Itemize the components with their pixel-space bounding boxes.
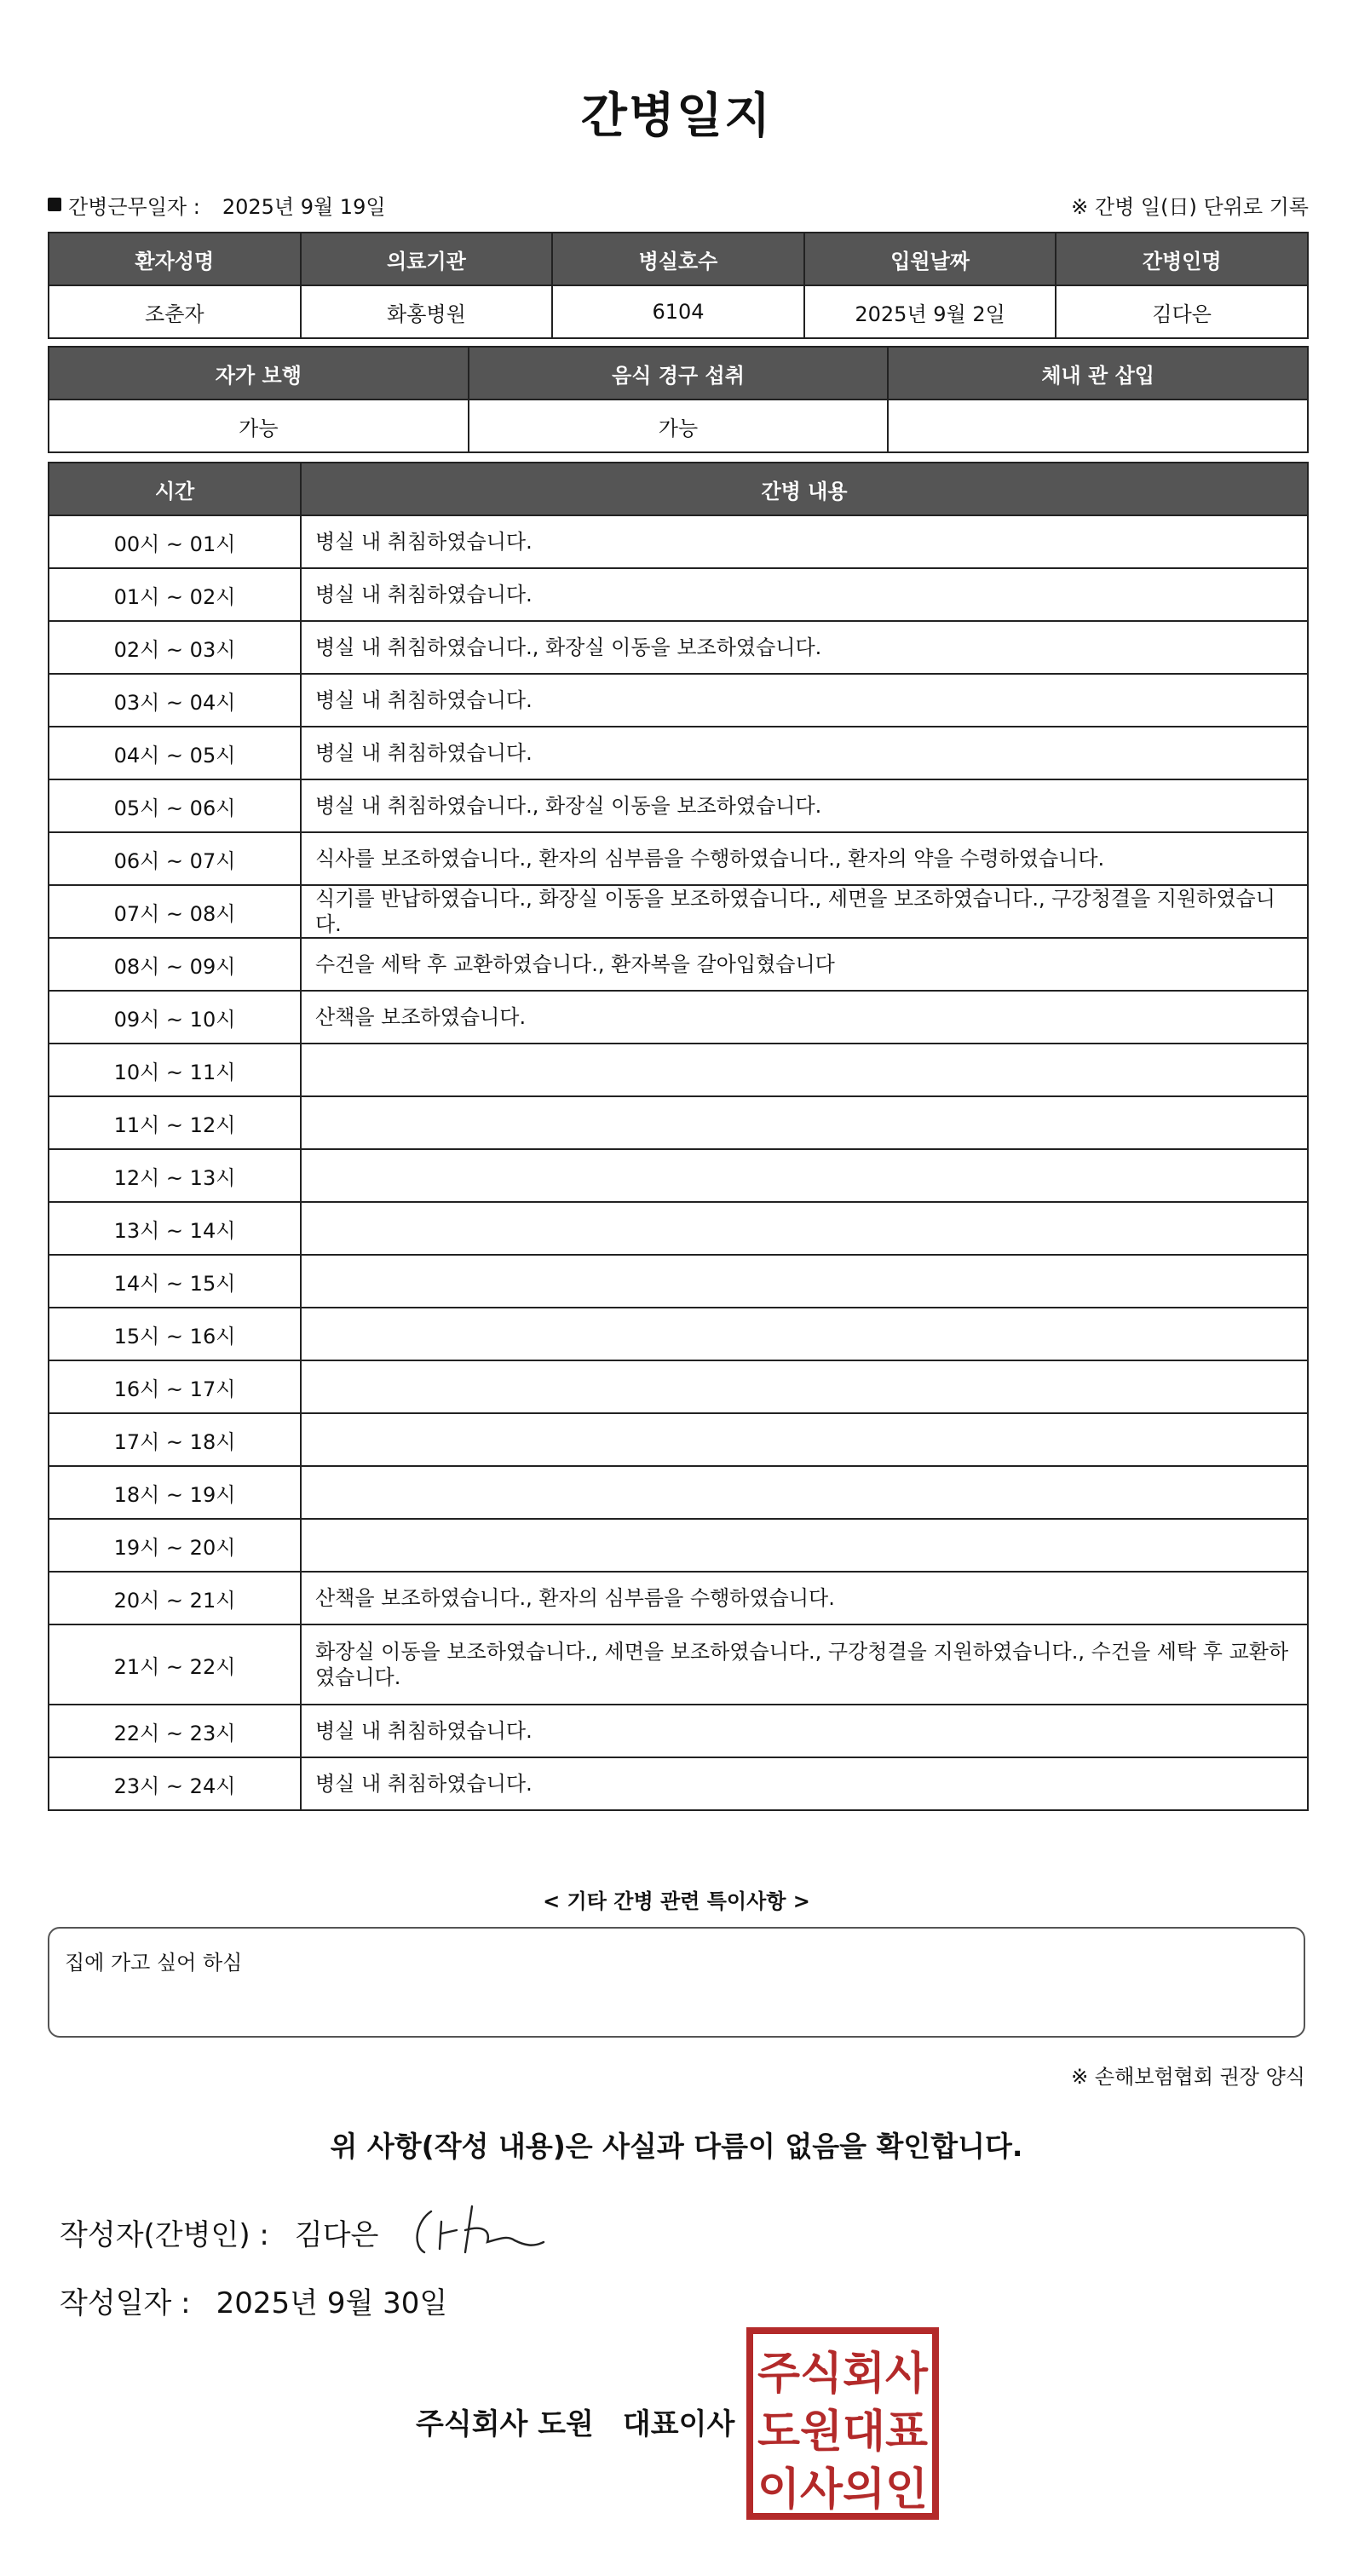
care-log-content [301, 1466, 1308, 1519]
care-log-row [49, 1149, 1308, 1202]
header-oral-intake: 음식 경구 섭취 [469, 347, 889, 400]
care-log-row [49, 1466, 1308, 1519]
care-log-time: 18시 ~ 19시 [49, 1466, 301, 1519]
writer-name: 김다은 [294, 2218, 379, 2252]
writer-row [60, 2211, 378, 2253]
caregiver-name: 김다은 [1056, 285, 1308, 338]
page-title: 간병일지 [580, 89, 773, 144]
care-log-row [49, 621, 1308, 674]
care-log-row [49, 727, 1308, 779]
header-time: 시간 [49, 463, 301, 515]
seal-line-3: 이사의인 [757, 2464, 928, 2516]
care-log-content: 병실 내 취침하였습니다. [301, 1705, 1308, 1757]
care-log-row [49, 885, 1308, 938]
care-log-row [49, 1572, 1308, 1624]
care-log-content: 화장실 이동을 보조하였습니다., 세면을 보조하였습니다., 구강청결을 지원하였습니다., 수건을 세탁 후 교환하였습니다. [301, 1624, 1308, 1705]
care-log-content [301, 1308, 1308, 1360]
header-care-content: 간병 내용 [301, 463, 1308, 515]
care-log-content: 병실 내 취침하였습니다. [301, 727, 1308, 779]
patient-status-value-row [49, 400, 1308, 452]
care-log-row [49, 1705, 1308, 1757]
care-log-content: 병실 내 취침하였습니다. [301, 674, 1308, 727]
care-log-content [301, 1519, 1308, 1572]
care-log-content [301, 1255, 1308, 1308]
header-admission-date: 입원날짜 [804, 233, 1056, 285]
care-log-row [49, 674, 1308, 727]
care-log-row [49, 1202, 1308, 1255]
care-log-row [49, 1519, 1308, 1572]
care-log-content: 병실 내 취침하였습니다. [301, 1757, 1308, 1810]
care-log-time: 12시 ~ 13시 [49, 1149, 301, 1202]
care-log-row [49, 515, 1308, 568]
care-log-time: 08시 ~ 09시 [49, 938, 301, 991]
care-log-content: 병실 내 취침하였습니다., 화장실 이동을 보조하였습니다. [301, 621, 1308, 674]
tube-insertion [888, 400, 1308, 452]
patient-info-table [48, 232, 1309, 339]
care-log-content: 식기를 반납하였습니다., 화장실 이동을 보조하였습니다., 세면을 보조하였습니다., 구강청결을 지원하였습니다. [301, 885, 1308, 938]
care-log-time: 00시 ~ 01시 [49, 515, 301, 568]
care-log-time: 15시 ~ 16시 [49, 1308, 301, 1360]
remarks-text: 집에 가고 싶어 하심 [65, 1951, 243, 1975]
care-log-content: 수건을 세탁 후 교환하였습니다., 환자복을 갈아입혔습니다 [301, 938, 1308, 991]
care-log-row [49, 832, 1308, 885]
patient-status-header-row [49, 347, 1308, 400]
care-log-row [49, 568, 1308, 621]
recommended-form-note: ※ 손해보험협회 권장 양식 [1071, 2065, 1305, 2089]
care-log-content: 산책을 보조하였습니다., 환자의 심부름을 수행하였습니다. [301, 1572, 1308, 1624]
header-room-number: 병실호수 [552, 233, 804, 285]
care-log-content [301, 1044, 1308, 1096]
care-log-time: 01시 ~ 02시 [49, 568, 301, 621]
room-number: 6104 [552, 285, 804, 338]
care-log-row [49, 779, 1308, 832]
written-date-value: 2025년 9월 30일 [216, 2286, 448, 2320]
written-date-row [60, 2280, 447, 2321]
company-title: 대표이사 [622, 2407, 735, 2441]
company-name: 주식회사 도원 [416, 2407, 594, 2441]
care-log-row [49, 991, 1308, 1044]
care-log-table [48, 462, 1309, 1811]
patient-info-header-row [49, 233, 1308, 285]
patient-info-value-row [49, 285, 1308, 338]
care-log-time: 09시 ~ 10시 [49, 991, 301, 1044]
patient-name: 조춘자 [49, 285, 301, 338]
care-log-content: 병실 내 취침하였습니다., 화장실 이동을 보조하였습니다. [301, 779, 1308, 832]
care-log-header-row [49, 463, 1308, 515]
square-bullet-icon [48, 198, 61, 211]
writer-label: 작성자(간병인) : [60, 2218, 269, 2252]
care-log-row [49, 1255, 1308, 1308]
care-log-time: 04시 ~ 05시 [49, 727, 301, 779]
remarks-title: < 기타 간병 관련 특이사항 > [543, 1889, 810, 1913]
admission-date: 2025년 9월 2일 [804, 285, 1056, 338]
care-log-time: 16시 ~ 17시 [49, 1360, 301, 1413]
care-log-time: 11시 ~ 12시 [49, 1096, 301, 1149]
header-self-walking: 자가 보행 [49, 347, 469, 400]
care-log-time: 23시 ~ 24시 [49, 1757, 301, 1810]
care-log-time: 06시 ~ 07시 [49, 832, 301, 885]
company-row [416, 2401, 734, 2442]
care-log-row [49, 1413, 1308, 1466]
confirmation-statement: 위 사항(작성 내용)은 사실과 다름이 없음을 확인합니다. [330, 2130, 1023, 2163]
care-log-row [49, 1308, 1308, 1360]
care-log-row [49, 1757, 1308, 1810]
care-log-time: 17시 ~ 18시 [49, 1413, 301, 1466]
work-date-label: 간병근무일자 : [68, 194, 200, 219]
care-log-content: 병실 내 취침하였습니다. [301, 568, 1308, 621]
care-log-time: 21시 ~ 22시 [49, 1624, 301, 1705]
care-log-time: 20시 ~ 21시 [49, 1572, 301, 1624]
care-log-content [301, 1149, 1308, 1202]
patient-status-table [48, 346, 1309, 453]
header-tube-insertion: 체내 관 삽입 [888, 347, 1308, 400]
written-date-label: 작성일자 : [60, 2286, 191, 2320]
daily-record-note: ※ 간병 일(日) 단위로 기록 [1071, 194, 1309, 219]
care-log-time: 14시 ~ 15시 [49, 1255, 301, 1308]
care-log-content: 산책을 보조하였습니다. [301, 991, 1308, 1044]
care-log-row [49, 1044, 1308, 1096]
care-log-content [301, 1202, 1308, 1255]
work-date-row [48, 189, 1309, 220]
care-log-time: 05시 ~ 06시 [49, 779, 301, 832]
hospital: 화홍병원 [301, 285, 553, 338]
care-log-time: 10시 ~ 11시 [49, 1044, 301, 1096]
care-log-time: 13시 ~ 14시 [49, 1202, 301, 1255]
care-log-row [49, 938, 1308, 991]
care-log-content [301, 1360, 1308, 1413]
header-caregiver-name: 간병인명 [1056, 233, 1308, 285]
company-seal-stamp [746, 2327, 939, 2520]
care-log-content [301, 1413, 1308, 1466]
handwritten-signature [406, 2196, 550, 2264]
seal-line-1: 주식회사 [757, 2349, 929, 2400]
care-log-time: 07시 ~ 08시 [49, 885, 301, 938]
care-log-row [49, 1360, 1308, 1413]
care-log-content [301, 1096, 1308, 1149]
remarks-box [48, 1927, 1305, 2038]
care-log-content: 식사를 보조하였습니다., 환자의 심부름을 수행하였습니다., 환자의 약을 수령하였습니다. [301, 832, 1308, 885]
care-log-time: 03시 ~ 04시 [49, 674, 301, 727]
self-walking: 가능 [49, 400, 469, 452]
header-patient-name: 환자성명 [49, 233, 301, 285]
care-log-time: 02시 ~ 03시 [49, 621, 301, 674]
care-log-time: 22시 ~ 23시 [49, 1705, 301, 1757]
oral-intake: 가능 [469, 400, 889, 452]
care-log-row [49, 1624, 1308, 1705]
care-log-time: 19시 ~ 20시 [49, 1519, 301, 1572]
work-date-value: 2025년 9월 19일 [222, 194, 386, 219]
care-log-row [49, 1096, 1308, 1149]
seal-line-2: 도원대표 [757, 2406, 928, 2458]
care-log-content: 병실 내 취침하였습니다. [301, 515, 1308, 568]
header-hospital: 의료기관 [301, 233, 553, 285]
